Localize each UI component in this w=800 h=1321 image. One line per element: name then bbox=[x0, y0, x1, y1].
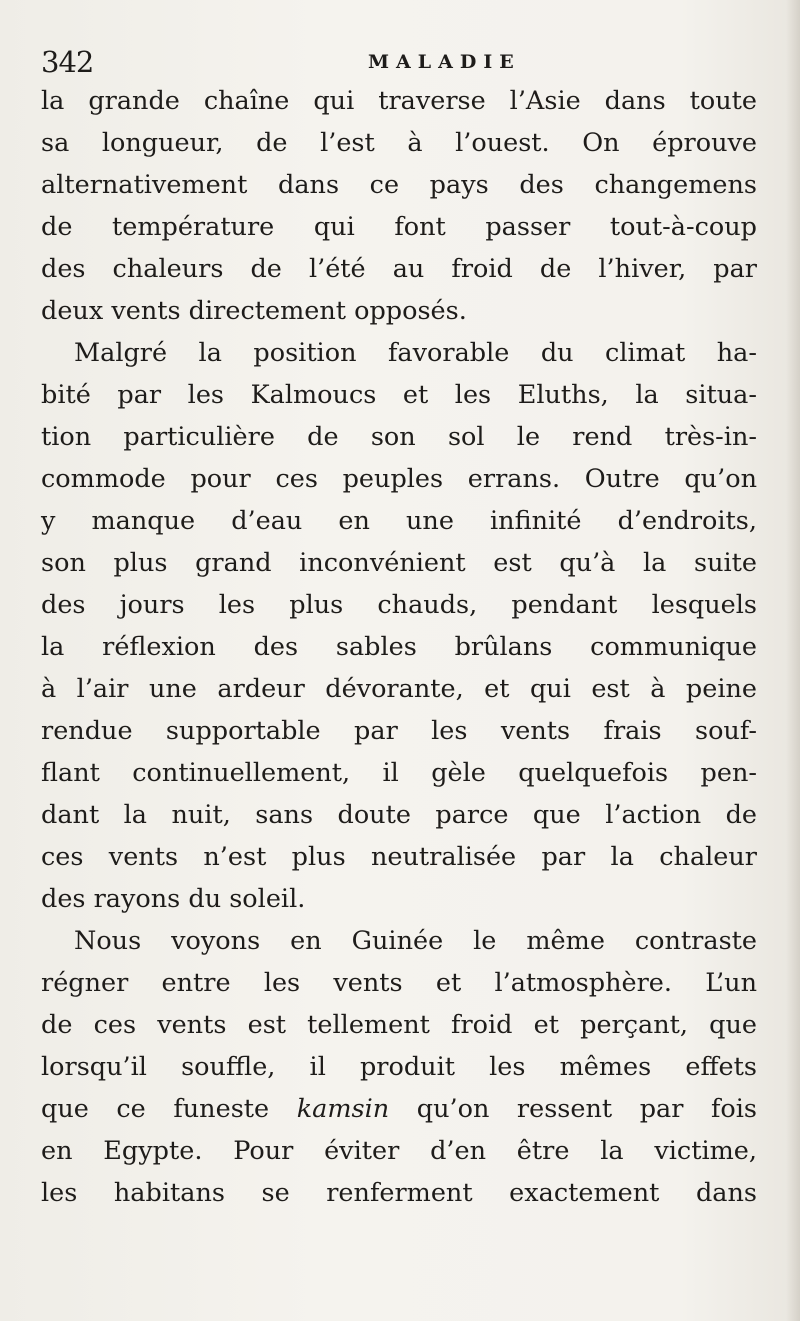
text-line: à l’air une ardeur dévorante, et qui est à peine bbox=[41, 674, 757, 704]
text-line bbox=[41, 1088, 757, 1130]
text-line: ces vents n’est plus neutralisée par la chaleur bbox=[41, 842, 757, 872]
text-line: flant continuellement, il gèle quelquefois pen- bbox=[41, 758, 757, 788]
text-line: dant la nuit, sans doute parce que l’action de bbox=[41, 800, 757, 830]
text-line: bité par les Kalmoucs et les Eluths, la situa- bbox=[41, 380, 757, 410]
italic-term: kamsin bbox=[296, 1094, 390, 1124]
text-line: les habitans se renferment exactement dans bbox=[41, 1178, 757, 1208]
text-line: commode pour ces peuples errans. Outre qu’on bbox=[41, 464, 757, 494]
text-line: deux vents directement opposés. bbox=[41, 296, 467, 326]
text-line: des chaleurs de l’été au froid de l’hiver, par bbox=[41, 254, 757, 284]
page-edge-shadow bbox=[786, 0, 800, 1321]
page-number: 342 bbox=[41, 45, 94, 79]
body-text bbox=[41, 80, 757, 1214]
text-line: sa longueur, de l’est à l’ouest. On éprouve bbox=[41, 128, 757, 158]
text-line: en Egypte. Pour éviter d’en être la victime, bbox=[41, 1136, 757, 1166]
text-line: y manque d’eau en une infinité d’endroits, bbox=[41, 506, 757, 536]
page-header bbox=[41, 40, 741, 84]
text-line: régner entre les vents et l’atmosphère. L’un bbox=[41, 968, 757, 998]
text-line: la réflexion des sables brûlans communique bbox=[41, 632, 757, 662]
text-line: lorsqu’il souffle, il produit les mêmes effets bbox=[41, 1052, 757, 1082]
text-line: rendue supportable par les vents frais souf- bbox=[41, 716, 757, 746]
text-segment: qu’on ressent par fois bbox=[389, 1094, 758, 1124]
text-line: alternativement dans ce pays des changemens bbox=[41, 170, 757, 200]
text-line: des jours les plus chauds, pendant lesquels bbox=[41, 590, 757, 620]
text-line: de température qui font passer tout-à-coup bbox=[41, 212, 757, 242]
text-line: tion particulière de son sol le rend très-in- bbox=[41, 422, 757, 452]
paragraph-start-line: Nous voyons en Guinée le même contraste bbox=[74, 926, 757, 956]
text-line: des rayons du soleil. bbox=[41, 884, 306, 914]
text-line: de ces vents est tellement froid et perçant, que bbox=[41, 1010, 757, 1040]
text-line: la grande chaîne qui traverse l’Asie dans toute bbox=[41, 86, 757, 116]
paragraph-start-line: Malgré la position favorable du climat ha- bbox=[74, 338, 757, 368]
text-line: son plus grand inconvénient est qu’à la suite bbox=[41, 548, 757, 578]
text-segment: que ce funeste bbox=[41, 1094, 297, 1124]
running-title: MALADIE bbox=[368, 51, 521, 73]
